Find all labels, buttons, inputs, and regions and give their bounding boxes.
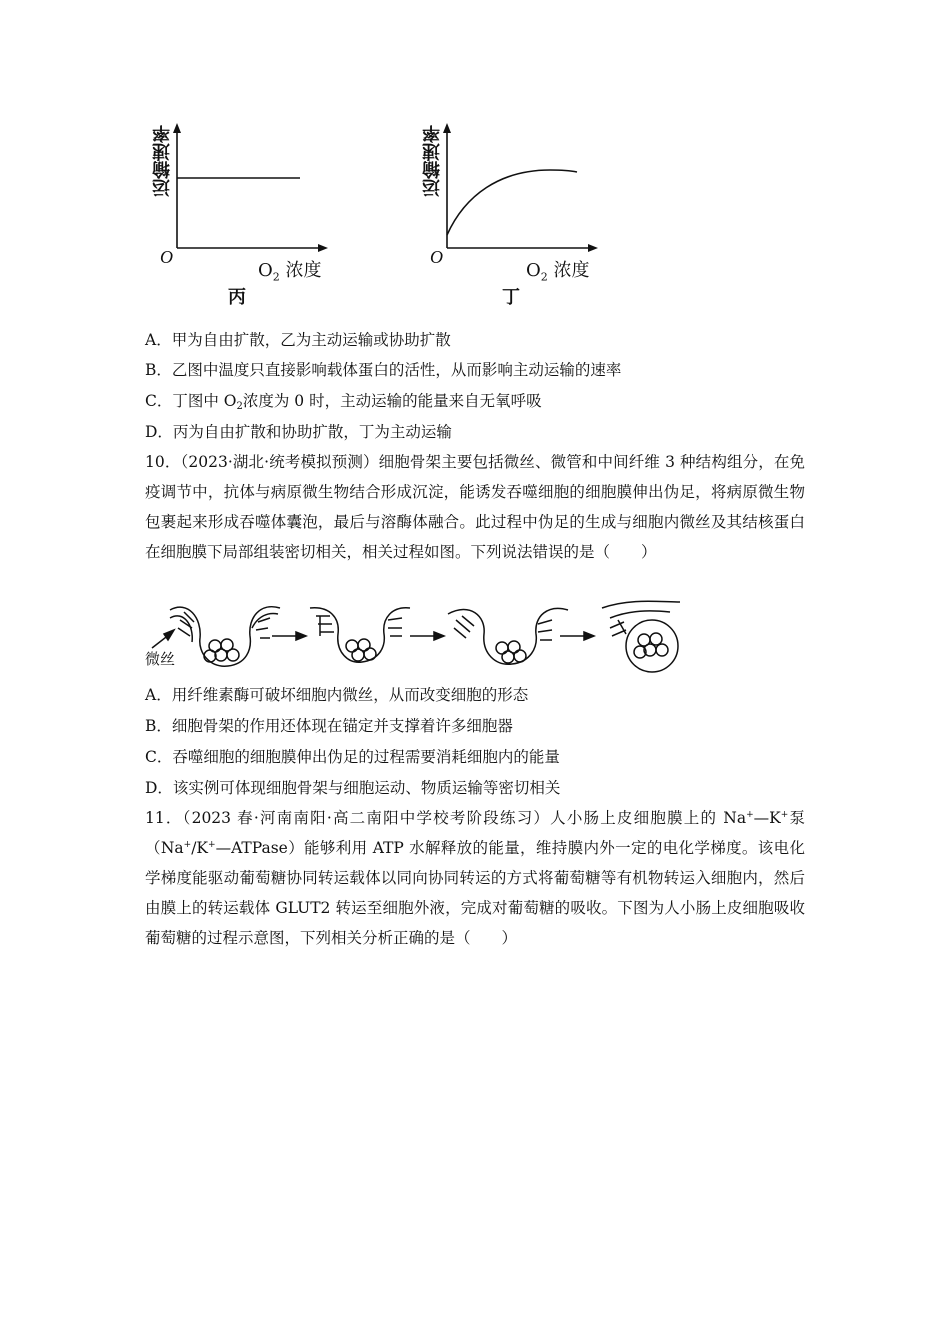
q10-stem: 10．（2023·湖北·统考模拟预测）细胞骨架主要包括微丝、微管和中间纤维 3 种结构组分，在免疫调节中，抗体与病原微生物结合形成沉淀，能诱发吞噬细胞的细胞膜伸出伪足，将病原微生物包裹起来形成吞噬体囊泡，最后与溶酶体融合。此过程中伪足的生成与细胞内微丝及其结核蛋白在细胞膜下局部组装密切相关，相关过程如图。下列说法错误的是（ ）: [145, 453, 805, 561]
graph-ding: [420, 120, 610, 310]
graph-caption: 丁: [502, 287, 520, 308]
q9-option-b: B．乙图中温度只直接影响载体蛋白的活性，从而影响主动运输的速率: [145, 361, 622, 379]
y-axis-label: 运输速率: [422, 125, 443, 197]
q9-option-d: D．丙为自由扩散和协助扩散，丁为主动运输: [145, 423, 452, 441]
q10-option-d: D．该实例可体现细胞骨架与细胞运动、物质运输等密切相关: [145, 779, 561, 797]
q9-option-c: C．丁图中 O2浓度为 0 时，主动运输的能量来自无氧呼吸: [145, 392, 542, 412]
x-axis-label: $O_2$ 浓度: [526, 260, 590, 284]
q10-option-c: C．吞噬细胞的细胞膜伸出伪足的过程需要消耗细胞内的能量: [145, 748, 560, 766]
phagocytosis-stages: [140, 598, 700, 678]
x-axis-label: $O_2$ 浓度: [258, 260, 322, 284]
q11-stem: 11．（2023 春·河南南阳·高二南阳中学校考阶段练习）人小肠上皮细胞膜上的 Na+—K+泵（Na+/K+—ATPase）能够利用 ATP 水解释放的能量，维持膜内外一定的电化学梯度。该电化学梯度能驱动葡萄糖协同转运载体以同向协同转运的方式将葡萄糖等有机物转运入细胞内，然后由膜上的转运载体 GLUT2 转运至细胞外液，完成对葡萄糖的吸收。下图为人小肠上皮细胞吸收葡萄糖的过程示意图，下列相关分析正确的是（ ）: [145, 809, 805, 947]
microfilament-label: 微丝: [145, 650, 176, 668]
q9-option-a: A．甲为自由扩散，乙为主动运输或协助扩散: [145, 331, 451, 349]
q10-option-b: B．细胞骨架的作用还体现在锚定并支撑着许多细胞器: [145, 717, 513, 735]
saturating-rate-curve: [447, 170, 577, 235]
graph-bing: [150, 120, 340, 310]
y-axis-label: 运输速率: [152, 125, 173, 197]
origin-label: O: [430, 247, 443, 267]
phagocytosis-diagram: [140, 598, 700, 678]
origin-label: O: [160, 247, 173, 267]
q10-option-a: A．用纤维素酶可破坏细胞内微丝，从而改变细胞的形态: [145, 686, 529, 704]
graph-caption: 丙: [228, 287, 246, 308]
